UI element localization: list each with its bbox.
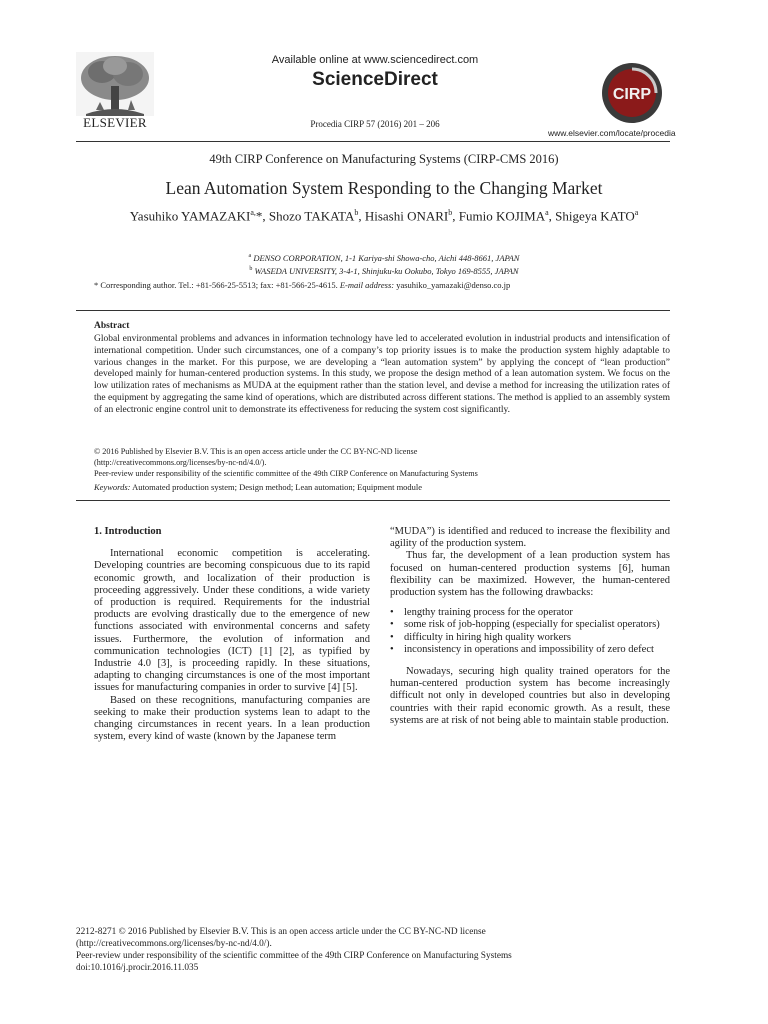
abstract-text: Global environmental problems and advances in information technology have led to accelerated evolution in industrial products and intensification of international competition. Under such circumstances, one of a company’s top priority issues is to make the production system highly adaptable to various changes in the market. For this purpose, we are developing a “lean automation system” by applying the concept of “lean production” developed mainly for human-centered production systems. In this study, we propose the design method of a lean automation system. We focus on the low utilization rates of mechanisms as MUDA at the equipment rather than the station level, and devise a method for increasing the utilization rates of the equipment by aggregating the same kind of operations, which are distributed across different stations. The method is applied to an assembly system of an electronic engine control unit to demonstrate its effectiveness for reducing the system cost significantly. bbox=[94, 334, 670, 415]
list-item: • inconsistency in operations and impossibility of zero defect bbox=[390, 644, 670, 656]
author-name: Fumio KOJIMA bbox=[458, 208, 546, 224]
author-separator: , bbox=[548, 208, 556, 224]
author-affiliation-mark: a bbox=[634, 208, 639, 217]
license-link[interactable]: (http://creativecommons.org/licenses/by-nc-nd/4.0/). bbox=[94, 458, 267, 467]
author-name: Hisashi ONARI bbox=[364, 208, 449, 224]
copyright-line: © 2016 Published by Elsevier B.V. This is an open access article under the CC BY-NC-ND license bbox=[94, 447, 418, 456]
peer-review-line: Peer-review under responsibility of the scientific committee of the 49th CIRP Conference on Manufacturing Systems bbox=[94, 469, 478, 478]
body-paragraph: “MUDA”) is identified and reduced to increase the flexibility and agility of the production system. bbox=[390, 526, 670, 550]
list-item: • difficulty in hiring high quality workers bbox=[390, 632, 670, 644]
list-item: • lengthy training process for the operator bbox=[390, 607, 670, 619]
footer bbox=[76, 926, 676, 974]
affiliation-line bbox=[76, 251, 692, 264]
affiliation-text: DENSO CORPORATION, 1-1 Kariya-shi Showa-cho, Aichi 448-8661, JAPAN bbox=[253, 252, 520, 263]
journal-homepage-link[interactable]: www.elsevier.com/locate/procedia bbox=[548, 128, 676, 138]
author-name: Shigeya KATO bbox=[555, 208, 635, 224]
body-paragraph: International economic competition is accelerating. Developing countries are becoming conspicuous due to its rapid economic growth, and localization of their production is proceeding aggressively. Under these conditions, a wide variety of production is required. Requirements for the industrial products are evolving drastically due to the emergence of new functions associated with environmental concerns and safety issues. Furthermore, the evolution of information and communication technologies (ICT) [1] [2], as typified by Industrie 4.0 [3], is proceeding rapidly. In these situations, adapting to changing circumstances is one of the most important issues for manufacturing companies in order to survive [4] [5]. bbox=[94, 548, 370, 694]
drawbacks-list bbox=[390, 607, 670, 656]
email-address[interactable]: yasuhiko_yamazaki@denso.co.jp bbox=[394, 280, 511, 290]
author-name: Shozo TAKATA bbox=[268, 208, 355, 224]
paper-title: Lean Automation System Responding to the Changing Market bbox=[165, 178, 603, 198]
abstract-bottom-divider bbox=[76, 500, 670, 501]
author-affiliation-mark: b bbox=[448, 208, 453, 217]
affiliation-text: WASEDA UNIVERSITY, 3-4-1, Shinjuku-ku Ookubo, Tokyo 169-8555, JAPAN bbox=[254, 265, 519, 276]
author-separator: , bbox=[262, 208, 269, 224]
footer-doi[interactable]: doi:10.1016/j.procir.2016.11.035 bbox=[76, 963, 199, 973]
abstract-top-divider bbox=[76, 310, 670, 311]
body-paragraph: Thus far, the development of a lean production system has focused on human-centered production systems [6], human flexibility can be maximized. However, the human-centered production system has the following drawbacks: bbox=[390, 550, 670, 599]
copyright-block bbox=[94, 446, 670, 479]
cirp-logo bbox=[601, 62, 663, 124]
sciencedirect-wordmark[interactable]: ScienceDirect bbox=[312, 69, 438, 90]
author-separator: , bbox=[358, 208, 365, 224]
author-affiliation-mark: a, bbox=[250, 208, 256, 217]
header-divider bbox=[76, 141, 670, 142]
list-item: • some risk of job-hopping (especially for specialist operators) bbox=[390, 619, 670, 631]
author-separator: , bbox=[452, 208, 459, 224]
keywords-list: Automated production system; Design method; Lean automation; Equipment module bbox=[130, 482, 423, 492]
elsevier-wordmark: ELSEVIER bbox=[83, 115, 147, 130]
cirp-logo-text: CIRP bbox=[612, 86, 652, 103]
journal-citation: Procedia CIRP 57 (2016) 201 – 206 bbox=[310, 119, 440, 129]
author-affiliation-mark: b bbox=[354, 208, 359, 217]
affiliations bbox=[76, 251, 692, 277]
author-list bbox=[76, 208, 692, 224]
email-label: E-mail address: bbox=[339, 280, 395, 290]
keywords bbox=[94, 482, 670, 492]
footer-issn-line: 2212-8271 © 2016 Published by Elsevier B.V. This is an open access article under the CC BY-NC-ND license bbox=[76, 927, 486, 937]
corresponding-contact: * Corresponding author. Tel.: +81-566-25-5513; fax: +81-566-25-4615. bbox=[94, 280, 340, 290]
body-column-right bbox=[390, 526, 670, 727]
available-online-link[interactable]: Available online at www.sciencedirect.com bbox=[271, 54, 479, 66]
affiliation-line bbox=[76, 264, 692, 277]
keywords-label: Keywords: bbox=[94, 482, 131, 492]
author-name: Yasuhiko YAMAZAKI bbox=[129, 208, 251, 224]
conference-name: 49th CIRP Conference on Manufacturing Systems (CIRP-CMS 2016) bbox=[209, 152, 559, 166]
abstract-heading: Abstract bbox=[94, 321, 130, 331]
footer-peer-review: Peer-review under responsibility of the scientific committee of the 49th CIRP Conference on Manufacturing Systems bbox=[76, 951, 512, 961]
author-affiliation-mark: a bbox=[545, 208, 549, 217]
corresponding-star: * bbox=[255, 208, 263, 224]
body-column-left bbox=[94, 526, 370, 743]
body-paragraph: Nowadays, securing high quality trained operators for the human-centered production system has become increasingly difficult not only in developed countries but also in developing countries with their rapid economic growth. As a result, these systems are at risk of not being able to maintain stable production. bbox=[390, 666, 670, 726]
corresponding-author-note bbox=[94, 280, 694, 290]
affiliation-mark: a bbox=[248, 253, 252, 259]
footer-license-link[interactable]: (http://creativecommons.org/licenses/by-nc-nd/4.0/). bbox=[76, 939, 272, 949]
body-paragraph: Based on these recognitions, manufacturing companies are seeking to make their production systems lean to adapt to the changing circumstances in recent years. In a lean production system, every kind of waste (known by the Japanese term bbox=[94, 694, 370, 743]
affiliation-mark: b bbox=[249, 265, 253, 272]
section-heading-introduction: 1. Introduction bbox=[94, 526, 162, 537]
